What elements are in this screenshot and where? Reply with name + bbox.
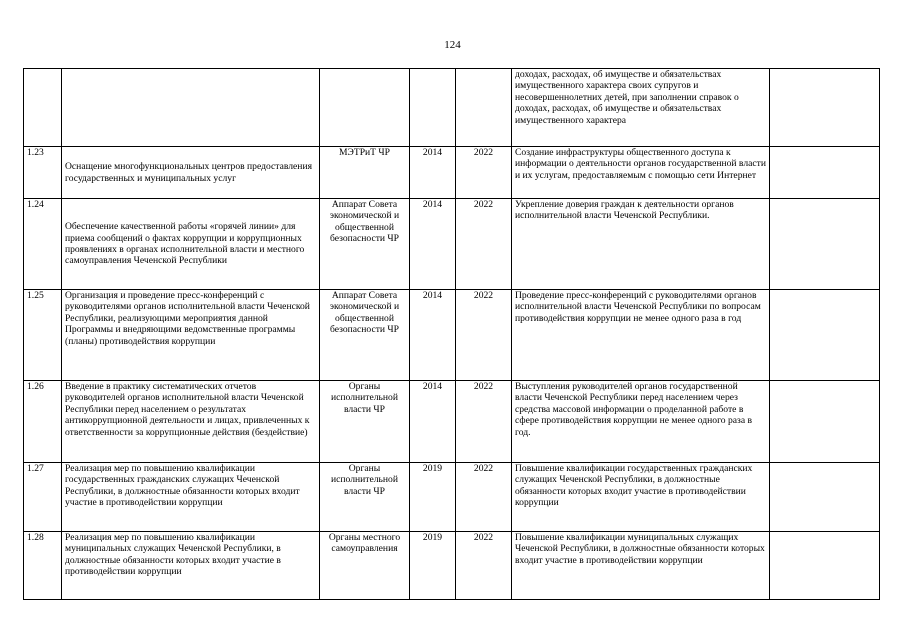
executor: МЭТРиТ ЧР [320, 147, 410, 199]
start-year: 2014 [410, 381, 456, 463]
table-row-1-28 [24, 532, 880, 600]
expected-result: Создание инфраструктуры общественного доступа к информации о деятельности органов государственной власти и их услугам, предоставляемым с помощью сети Интернет [512, 147, 770, 199]
measure-name: Введение в практику систематических отчетов руководителей органов исполнительной власти Чеченской Республики перед населением о результатах антикоррупционной деятельности и лицах, привлеченных к ответственности за коррупционные действия (бездействие) [62, 381, 320, 463]
measure-name [62, 69, 320, 147]
table-row-1-24 [24, 199, 880, 290]
executor: Аппарат Совета экономической и общественной безопасности ЧР [320, 199, 410, 290]
executor: Органы исполнительной власти ЧР [320, 381, 410, 463]
executor: Органы местного самоуправления [320, 532, 410, 600]
table-row-continuation [24, 69, 880, 147]
note-cell [770, 147, 880, 199]
expected-result: Повышение квалификации муниципальных служащих Чеченской Республики, в должностные обязанности которых входит участие в противодействии коррупции [512, 532, 770, 600]
table-row-1-27 [24, 463, 880, 532]
measure-name: Обеспечение качественной работы «горячей линии» для приема сообщений о фактах коррупции и коррупционных проявлениях в органах исполнительной власти и местного самоуправления Чеченской Республики [62, 199, 320, 290]
start-year: 2014 [410, 199, 456, 290]
note-cell [770, 199, 880, 290]
end-year: 2022 [456, 290, 512, 381]
row-number: 1.26 [24, 381, 62, 463]
expected-result: Проведение пресс-конференций с руководителями органов исполнительной власти Чеченской Республики по вопросам противодействия коррупции не менее одного раза в год [512, 290, 770, 381]
end-year: 2022 [456, 381, 512, 463]
note-cell [770, 532, 880, 600]
start-year: 2019 [410, 463, 456, 532]
page-number: 124 [444, 39, 461, 51]
table-row-1-23 [24, 147, 880, 199]
end-year: 2022 [456, 532, 512, 600]
expected-result: Укрепление доверия граждан к деятельности органов исполнительной власти Чеченской Республики. [512, 199, 770, 290]
executor [320, 69, 410, 147]
start-year: 2014 [410, 147, 456, 199]
note-cell [770, 463, 880, 532]
start-year: 2019 [410, 532, 456, 600]
start-year [410, 69, 456, 147]
end-year: 2022 [456, 463, 512, 532]
row-number [24, 69, 62, 147]
table-row-1-26 [24, 381, 880, 463]
end-year: 2022 [456, 147, 512, 199]
executor: Органы исполнительной власти ЧР [320, 463, 410, 532]
measure-name: Реализация мер по повышению квалификации государственных гражданских служащих Чеченской Республики, в должностные обязанности которых входит участие в противодействии коррупции [62, 463, 320, 532]
end-year [456, 69, 512, 147]
measure-name: Оснащение многофункциональных центров предоставления государственных и муниципальных услуг [62, 147, 320, 199]
row-number: 1.27 [24, 463, 62, 532]
expected-result: Повышение квалификации государственных гражданских служащих Чеченской Республики, в должностные обязанности которых входит участие в противодействии коррупции [512, 463, 770, 532]
row-number: 1.24 [24, 199, 62, 290]
measure-name: Реализация мер по повышению квалификации муниципальных служащих Чеченской Республики, в должностные обязанности которых входит участие в противодействии коррупции [62, 532, 320, 600]
executor: Аппарат Совета экономической и общественной безопасности ЧР [320, 290, 410, 381]
row-number: 1.23 [24, 147, 62, 199]
note-cell [770, 69, 880, 147]
measures-table [23, 68, 880, 600]
table-row-1-25 [24, 290, 880, 381]
expected-result: доходах, расходах, об имуществе и обязательствах имущественного характера своих супругов и несовершеннолетних детей, при заполнении справок о доходах, расходах, об имуществе и обязательствах имущественного характера [512, 69, 770, 147]
end-year: 2022 [456, 199, 512, 290]
row-number: 1.25 [24, 290, 62, 381]
row-number: 1.28 [24, 532, 62, 600]
expected-result: Выступления руководителей органов государственной власти Чеченской Республики перед населением через средства массовой информации о проделанной работе в сфере противодействия коррупции не менее одного раза в год. [512, 381, 770, 463]
start-year: 2014 [410, 290, 456, 381]
note-cell [770, 290, 880, 381]
measure-name: Организация и проведение пресс-конференций с руководителями органов исполнительной власти Чеченской Республики, реализующими мероприятия данной Программы и внедряющими ведомственные программы (планы) противодействия коррупции [62, 290, 320, 381]
note-cell [770, 381, 880, 463]
